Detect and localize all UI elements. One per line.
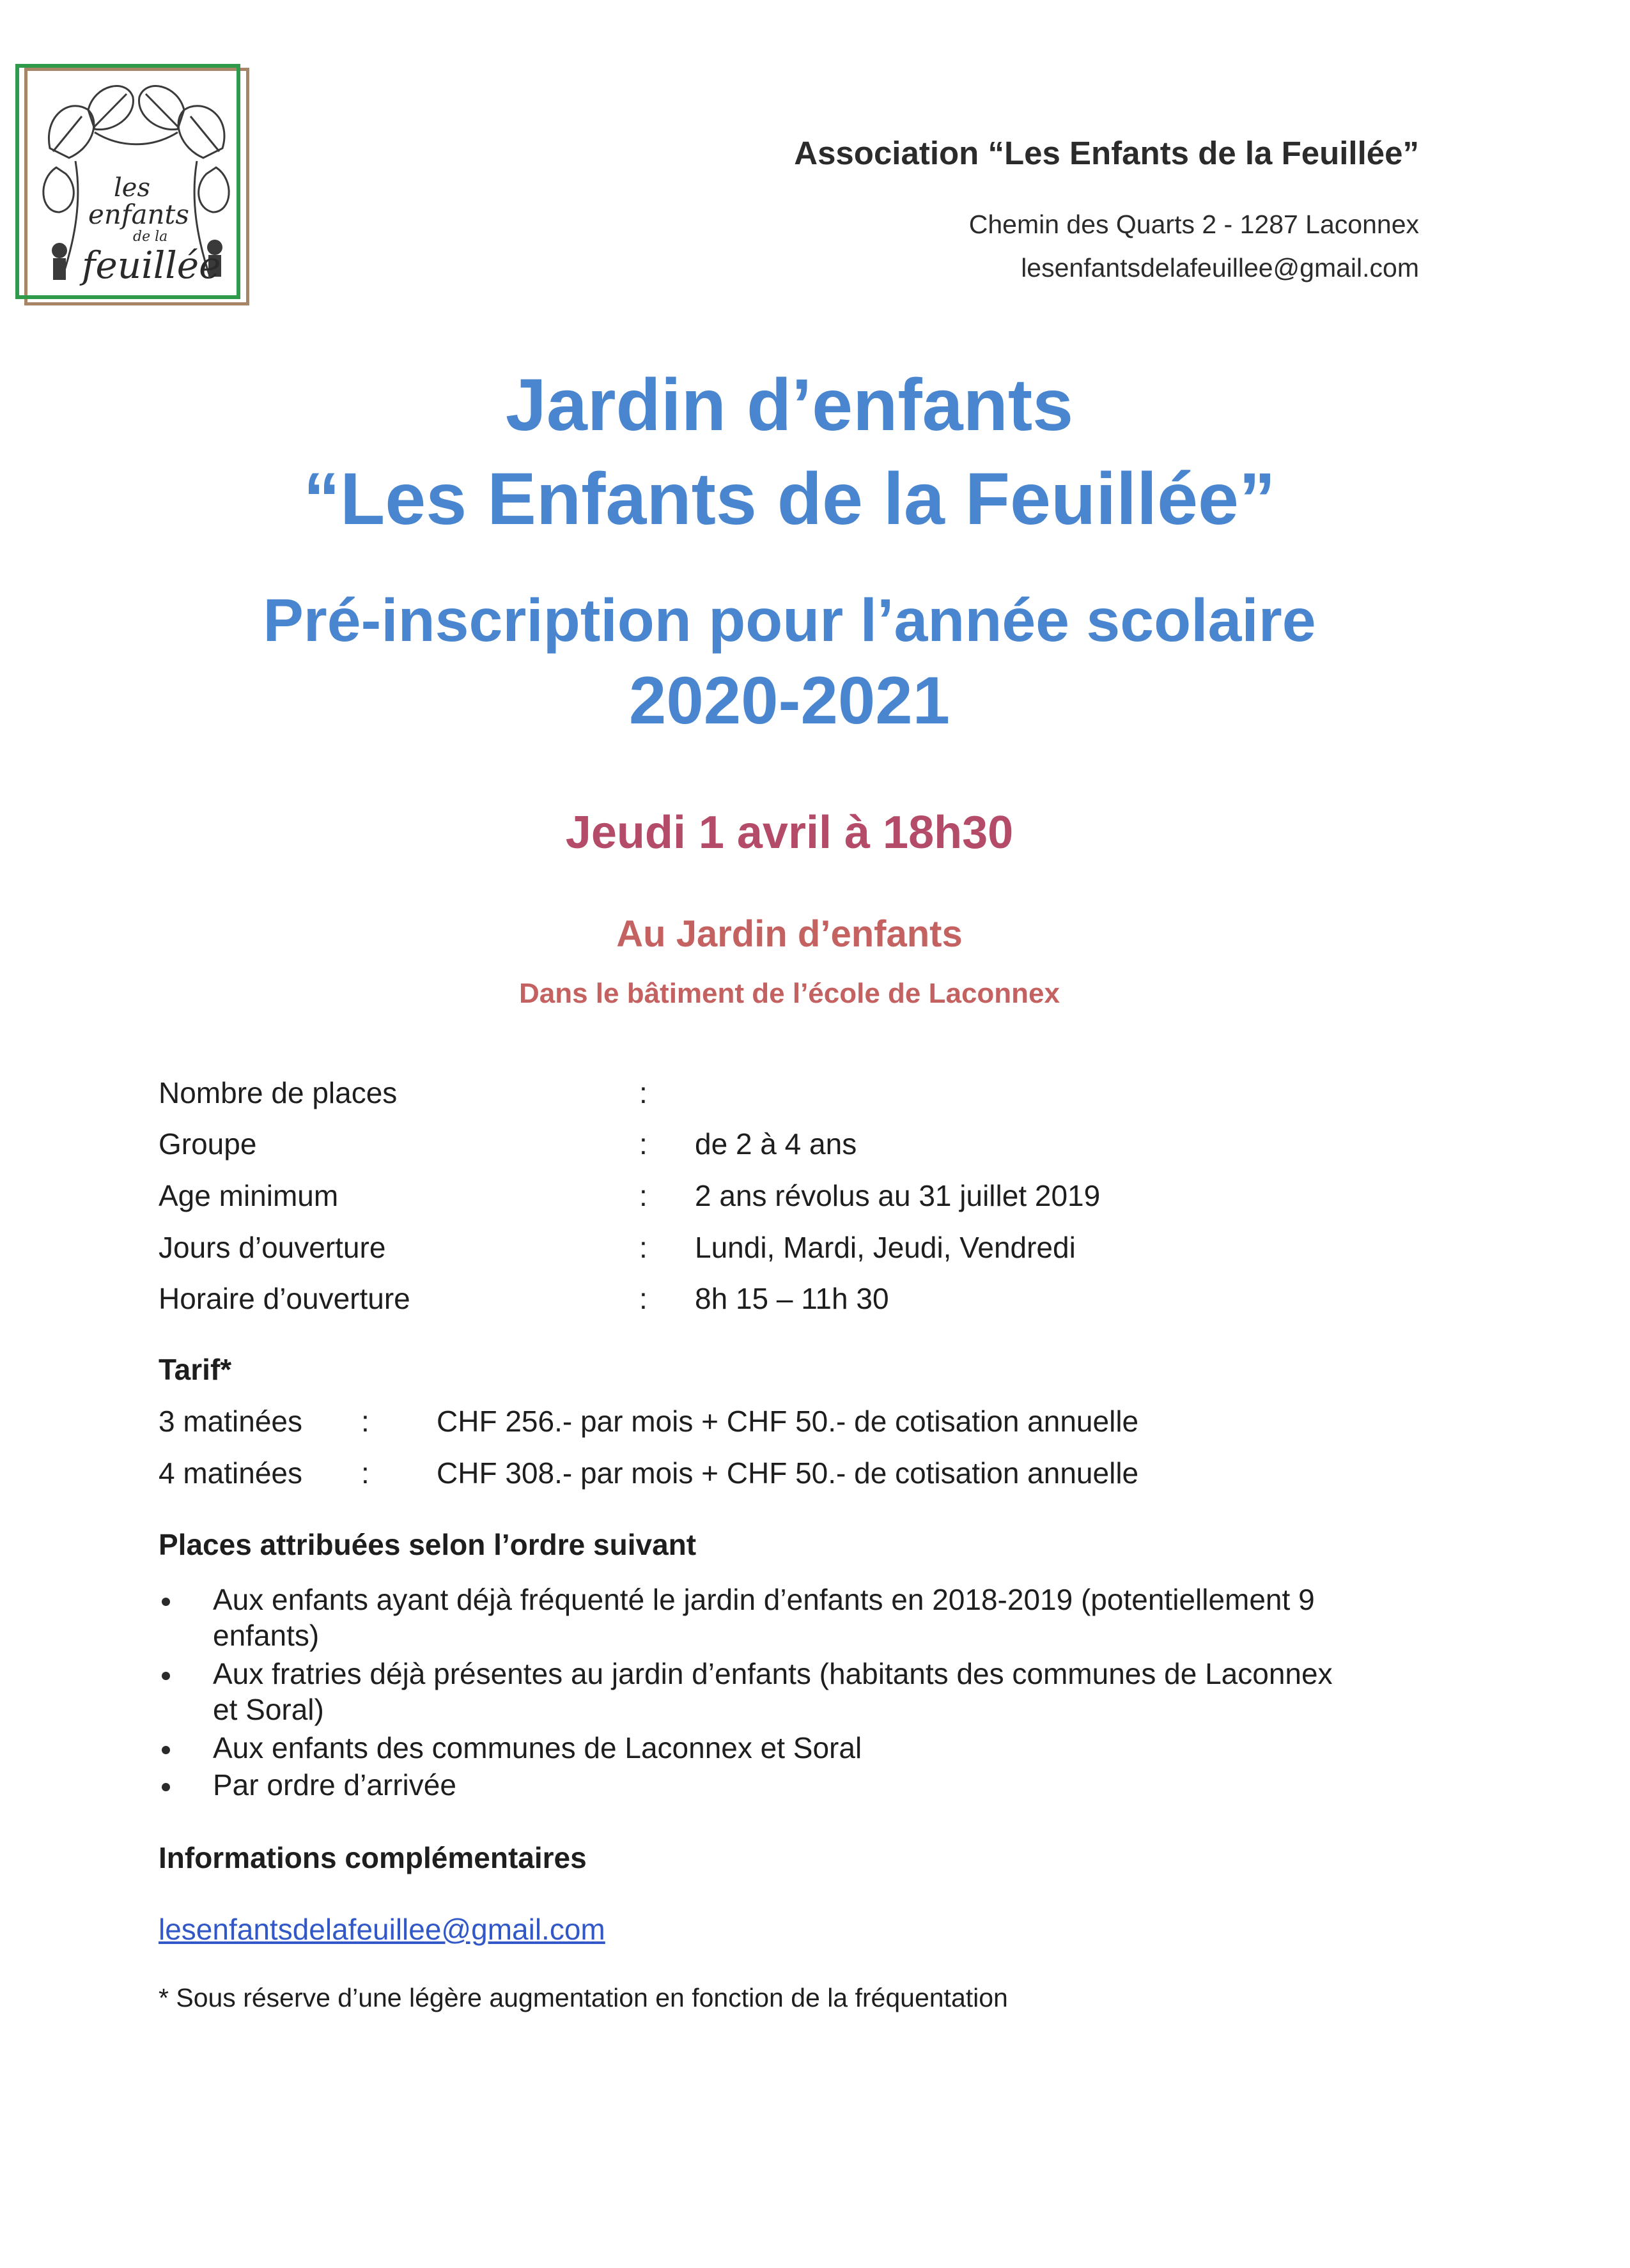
complement-heading: Informations complémentaires [159,1841,587,1874]
places-item: Par ordre d’arrivée [213,1768,456,1801]
event-date: Jeudi 1 avril à 18h30 [565,807,1014,858]
logo-text-enfants: enfants [88,199,189,230]
tarif-sep: : [361,1456,369,1490]
title-preinscription: Pré-inscription pour l’année scolaire [263,587,1316,654]
tarif-sep: : [361,1405,369,1438]
bullet-icon [162,1746,170,1754]
tarif-heading: Tarif* [159,1353,232,1386]
places-item-cont: et Soral) [213,1693,324,1726]
tarif-label: 4 matinées [159,1456,303,1490]
places-item-cont: enfants) [213,1619,320,1652]
contact-email-link[interactable]: lesenfantsdelafeuillee@gmail.com [159,1913,605,1946]
bullet-icon [162,1672,170,1680]
logo-text-les: les [114,173,150,203]
info-label: Age minimum [159,1179,339,1212]
places-item: Aux fratries déjà présentes au jardin d’enfants (habitants des communes de Laconnex [213,1657,1333,1690]
info-sep: : [639,1282,648,1315]
info-sep: : [639,1179,648,1212]
tarif-value: CHF 256.- par mois + CHF 50.- de cotisation annuelle [437,1405,1139,1438]
tarif-value: CHF 308.- par mois + CHF 50.- de cotisation annuelle [437,1456,1139,1490]
address: Chemin des Quarts 2 - 1287 Laconnex [968,210,1419,239]
event-place: Au Jardin d’enfants [616,913,963,955]
logo-text-dela: de la [133,229,168,245]
tarif-label: 3 matinées [159,1405,303,1438]
info-sep: : [639,1076,648,1109]
logo-text-feuillee: feuillée [82,243,221,287]
info-value: 2 ans révolus au 31 juillet 2019 [695,1179,1101,1212]
places-heading: Places attribuées selon l’ordre suivant [159,1528,697,1561]
info-label: Nombre de places [159,1076,398,1109]
info-value: 8h 15 – 11h 30 [695,1282,889,1315]
event-building: Dans le bâtiment de l’école de Laconnex [518,978,1060,1009]
info-sep: : [639,1231,648,1264]
header-email: lesenfantsdelafeuillee@gmail.com [1021,253,1419,282]
footnote: * Sous réserve d’une légère augmentation en fonction de la fréquentation [159,1983,1008,2012]
association-name: Association “Les Enfants de la Feuillée” [794,135,1419,171]
bullet-icon [162,1783,170,1791]
places-item: Aux enfants des communes de Laconnex et Soral [213,1731,862,1764]
title-association: “Les Enfants de la Feuillée” [303,458,1276,540]
info-value: de 2 à 4 ans [695,1127,857,1161]
bullet-icon [162,1598,170,1606]
places-item: Aux enfants ayant déjà fréquenté le jardin d’enfants en 2018-2019 (potentiellement 9 [213,1583,1315,1616]
title-year: 2020-2021 [628,663,951,738]
title-jardin: Jardin d’enfants [505,364,1074,446]
info-sep: : [639,1127,648,1161]
info-value: Lundi, Mardi, Jeudi, Vendredi [695,1231,1076,1264]
info-label: Groupe [159,1127,257,1161]
logo [12,61,251,311]
info-label: Horaire d’ouverture [159,1282,410,1315]
info-label: Jours d’ouverture [159,1231,386,1264]
